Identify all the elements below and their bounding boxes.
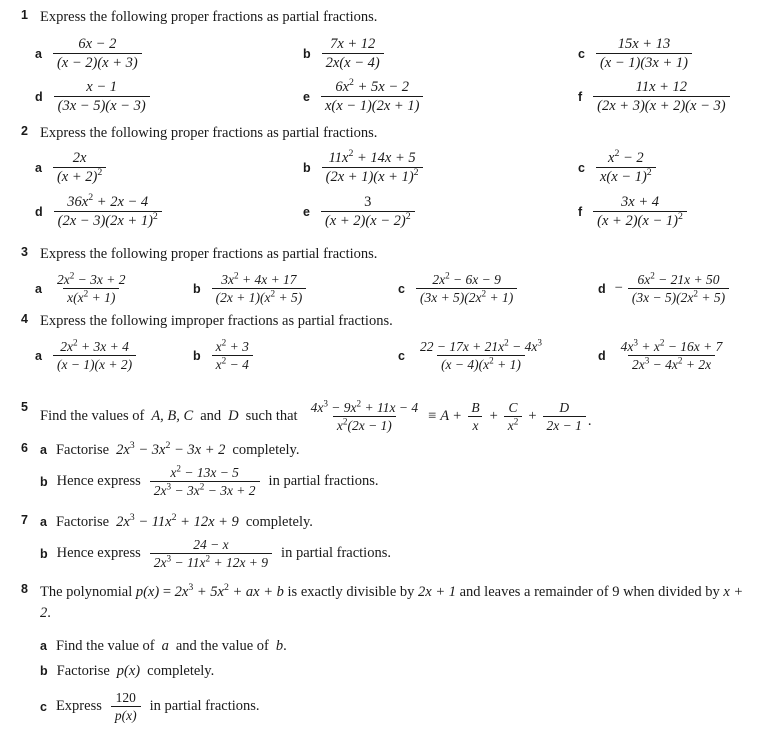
leading-minus-sign: − bbox=[614, 280, 623, 297]
fraction-1e bbox=[321, 79, 423, 114]
fraction-numerator: $x^2 - 13x - 5$ bbox=[170, 463, 239, 480]
part-letter: c bbox=[40, 699, 47, 714]
part-letter: b bbox=[303, 46, 311, 61]
question-4-parts bbox=[0, 339, 768, 383]
question-3-number: 3 bbox=[21, 245, 28, 259]
q6a-text-before: Factorise bbox=[55, 442, 110, 458]
question-3 bbox=[0, 245, 768, 264]
q8-equals: = bbox=[162, 584, 171, 600]
part-letter: c bbox=[398, 348, 405, 363]
q5-term-b bbox=[467, 400, 483, 433]
part-letter: f bbox=[578, 204, 583, 219]
exponent-2: 2 bbox=[348, 148, 354, 160]
fraction-numerator: $4x^3 + x^2 - 16x + 7$ bbox=[620, 337, 723, 354]
fraction-4b bbox=[212, 339, 253, 372]
q8a-period: . bbox=[283, 638, 287, 654]
fraction-numerator: B bbox=[471, 400, 480, 415]
fraction-denominator: $(x - 4)(x^2 + 1)$ bbox=[437, 355, 525, 372]
part-letter: b bbox=[193, 348, 201, 363]
exponent-2: 2 bbox=[342, 416, 348, 427]
exponent-3: 3 bbox=[188, 582, 194, 594]
fraction-denominator: $x^2$ bbox=[504, 416, 523, 433]
part-2a bbox=[35, 150, 108, 185]
question-8-stem bbox=[40, 582, 750, 624]
q8c-fraction bbox=[111, 690, 141, 723]
question-5 bbox=[0, 400, 768, 433]
exponent-3: 3 bbox=[644, 355, 650, 366]
q5-plus-2: + bbox=[489, 408, 498, 425]
question-4 bbox=[0, 312, 768, 331]
part-letter: d bbox=[35, 89, 43, 104]
part-letter: f bbox=[578, 89, 583, 104]
exponent-3: 3 bbox=[633, 337, 638, 348]
exponent-2: 2 bbox=[677, 211, 683, 223]
fraction-denominator: $2x^3 - 4x^2 + 2x$ bbox=[628, 355, 715, 372]
fraction-denominator: $x^2(2x - 1)$ bbox=[333, 416, 396, 433]
fraction-denominator: (2x + 3)(x + 2)(x − 3) bbox=[593, 96, 729, 114]
fraction-numerator: $6x^2 - 21x + 50$ bbox=[637, 270, 720, 287]
exponent-2: 2 bbox=[69, 270, 75, 281]
q6b-text-before: Hence express bbox=[56, 473, 141, 490]
question-8-number: 8 bbox=[21, 582, 28, 596]
exponent-2: 2 bbox=[614, 148, 620, 160]
fraction-numerator: 7x + 12 bbox=[330, 36, 376, 52]
fraction-denominator: $2x^3 - 3x^2 - 3x + 2$ bbox=[150, 481, 260, 498]
fraction-2f bbox=[593, 194, 687, 229]
part-letter: a bbox=[40, 443, 47, 458]
fraction-numerator: $36x^2 + 2x - 4$ bbox=[67, 192, 149, 210]
q5-term-c bbox=[504, 400, 523, 433]
question-1-parts bbox=[0, 36, 768, 120]
exponent-2: 2 bbox=[88, 192, 94, 204]
fraction-3c bbox=[416, 272, 517, 305]
fraction-2b bbox=[322, 150, 423, 185]
fraction-denominator: $(3x + 5)(2x^2 + 1)$ bbox=[416, 288, 517, 305]
q5-variable-d: D bbox=[228, 408, 239, 425]
part-3d bbox=[598, 272, 731, 305]
q7b-fraction bbox=[150, 537, 272, 570]
part-letter: e bbox=[303, 89, 310, 104]
part-1c bbox=[578, 36, 694, 71]
exponent-2: 2 bbox=[270, 288, 276, 299]
question-7-part-a bbox=[40, 513, 768, 532]
fraction-4d bbox=[617, 339, 727, 372]
q7b-text-before: Hence express bbox=[56, 545, 141, 562]
fraction-denominator: $(2x + 1)(x + 1)^2$ bbox=[322, 167, 423, 185]
exponent-2: 2 bbox=[176, 463, 181, 474]
q5-period: . bbox=[587, 413, 592, 430]
exponent-2: 2 bbox=[413, 167, 419, 179]
fraction-denominator: (x − 2)(x + 3) bbox=[53, 53, 142, 71]
q8-text-2: is exactly divisible by bbox=[287, 584, 415, 600]
fraction-numerator: $11x^2 + 14x + 5$ bbox=[328, 148, 416, 166]
fraction-numerator: $6x^2 + 5x - 2$ bbox=[335, 77, 409, 95]
part-letter: a bbox=[35, 281, 42, 296]
question-7-number: 7 bbox=[21, 513, 28, 527]
fraction-denominator: (3x − 5)(x − 3) bbox=[54, 96, 150, 114]
exponent-2: 2 bbox=[221, 337, 227, 348]
question-4-number: 4 bbox=[21, 312, 28, 326]
part-letter: d bbox=[598, 281, 606, 296]
fraction-denominator: 2x(x − 4) bbox=[322, 53, 384, 71]
fraction-denominator: $(x + 2)^2$ bbox=[53, 167, 106, 185]
fraction-numerator: 2x bbox=[72, 150, 87, 166]
fraction-numerator: 3x + 4 bbox=[621, 194, 659, 210]
part-3a bbox=[35, 272, 132, 305]
part-1a bbox=[35, 36, 144, 71]
fraction-numerator: 11x + 12 bbox=[635, 79, 688, 95]
q8a-var-b: b bbox=[275, 638, 284, 654]
exponent-2: 2 bbox=[513, 416, 519, 427]
q8a-var-a: a bbox=[161, 638, 169, 654]
fraction-3d bbox=[628, 272, 729, 305]
fraction-denominator: $x(x - 1)^2$ bbox=[596, 167, 656, 185]
fraction-denominator: $x^2 - 4$ bbox=[212, 355, 253, 372]
fraction-numerator: $4x^3 - 9x^2 + 11x - 4$ bbox=[310, 398, 419, 415]
question-1-number: 1 bbox=[21, 8, 28, 22]
q6b-fraction bbox=[150, 465, 260, 498]
part-1d bbox=[35, 79, 152, 114]
question-6-number: 6 bbox=[21, 441, 28, 455]
q8-polynomial: $2x^3 + 5x^2$ + ax + b bbox=[174, 582, 284, 600]
exponent-2: 2 bbox=[165, 440, 171, 452]
exponent-2: 2 bbox=[221, 355, 227, 366]
q5-lhs-fraction bbox=[307, 400, 423, 433]
fraction-numerator: $3x^2 + 4x + 17$ bbox=[221, 270, 297, 287]
exponent-2: 2 bbox=[646, 167, 652, 179]
part-letter: a bbox=[40, 515, 47, 530]
fraction-denominator: $(2x - 3)(2x + 1)^2$ bbox=[54, 211, 162, 229]
part-letter: b bbox=[40, 664, 48, 679]
exponent-2: 2 bbox=[650, 270, 655, 281]
exponent-2: 2 bbox=[152, 211, 158, 223]
question-3-parts bbox=[0, 272, 768, 316]
fraction-denominator: p(x) bbox=[111, 706, 141, 723]
part-2f bbox=[578, 194, 689, 229]
fraction-denominator: $x(x^2 + 1)$ bbox=[63, 288, 119, 305]
question-8 bbox=[0, 582, 768, 624]
fraction-denominator: x bbox=[468, 416, 482, 433]
part-letter: e bbox=[303, 204, 310, 219]
exponent-3: 3 bbox=[323, 398, 328, 409]
question-8-part-a bbox=[40, 637, 287, 656]
part-2d bbox=[35, 194, 164, 229]
exponent-2: 2 bbox=[171, 512, 177, 524]
question-6-part-a bbox=[40, 441, 768, 460]
q6a-text-after: completely. bbox=[232, 442, 300, 458]
fraction-denominator: 2x − 1 bbox=[543, 416, 586, 433]
part-1f bbox=[578, 79, 732, 114]
q5-plus-1: + bbox=[453, 408, 462, 425]
question-1 bbox=[0, 8, 768, 27]
exponent-2: 2 bbox=[83, 288, 89, 299]
part-letter: b bbox=[193, 281, 201, 296]
exponent-2: 2 bbox=[445, 270, 450, 281]
q5-term-a: A bbox=[440, 408, 450, 425]
fraction-numerator: C bbox=[508, 400, 518, 415]
fraction-4a bbox=[53, 339, 136, 372]
part-letter: c bbox=[578, 160, 585, 175]
question-5-number: 5 bbox=[21, 400, 28, 414]
exponent-2: 2 bbox=[234, 270, 239, 281]
q8a-text-mid: and the value of bbox=[175, 638, 269, 654]
fraction-numerator: $2x^2 - 6x - 9$ bbox=[432, 270, 501, 287]
q7a-expression: $2x^3 - 11x^2 + 12x + 9$ bbox=[116, 512, 239, 530]
part-3b bbox=[193, 272, 308, 305]
part-letter: d bbox=[35, 204, 43, 219]
fraction-1b bbox=[322, 36, 384, 71]
q5-text-before: Find the values of bbox=[40, 408, 145, 425]
q8b-text-after: completely. bbox=[147, 663, 215, 679]
fraction-numerator: 3 bbox=[364, 194, 372, 210]
q7a-text-after: completely. bbox=[245, 514, 313, 530]
question-6 bbox=[0, 441, 768, 460]
fraction-1c bbox=[596, 36, 692, 71]
fraction-denominator: $2x^3 - 11x^2 + 12x + 9$ bbox=[150, 553, 272, 570]
exponent-2: 2 bbox=[504, 337, 509, 348]
question-2 bbox=[0, 124, 768, 143]
part-letter: a bbox=[40, 639, 47, 654]
part-2b bbox=[303, 150, 425, 185]
question-7-part-b bbox=[40, 537, 391, 570]
exponent-2: 2 bbox=[489, 355, 494, 366]
fraction-2c bbox=[596, 150, 656, 185]
q8-divisor-2: x + 2 bbox=[40, 584, 744, 622]
q8a-text-before: Find the value of bbox=[55, 638, 155, 654]
part-letter: a bbox=[35, 46, 42, 61]
exponent-3: 3 bbox=[129, 440, 135, 452]
exponent-2: 2 bbox=[693, 288, 699, 299]
exponent-2: 2 bbox=[677, 355, 683, 366]
fraction-numerator: $x^2 - 2$ bbox=[608, 148, 644, 166]
q8b-px: p(x) bbox=[116, 663, 141, 679]
fraction-numerator: 120 bbox=[115, 690, 136, 705]
fraction-2d bbox=[54, 194, 162, 229]
q8-divisor-1: 2x + 1 bbox=[418, 584, 456, 600]
part-letter: c bbox=[578, 46, 585, 61]
exponent-3: 3 bbox=[129, 512, 135, 524]
q5-plus-3: + bbox=[528, 408, 537, 425]
question-7 bbox=[0, 513, 768, 532]
q5-variables: A, B, C bbox=[151, 408, 194, 425]
exponent-2: 2 bbox=[481, 288, 487, 299]
exponent-2: 2 bbox=[659, 337, 665, 348]
fraction-2a bbox=[53, 150, 106, 185]
part-2c bbox=[578, 150, 658, 185]
exponent-2: 2 bbox=[349, 77, 354, 89]
part-letter: a bbox=[35, 160, 42, 175]
exponent-2: 2 bbox=[73, 337, 78, 348]
fraction-numerator: $2x^2 + 3x + 4$ bbox=[60, 337, 129, 354]
q5-text-and: and bbox=[200, 408, 222, 425]
q5-text-such-that: such that bbox=[245, 408, 298, 425]
fraction-denominator: $(x + 2)(x - 1)^2$ bbox=[593, 211, 687, 229]
q6b-text-after: in partial fractions. bbox=[268, 473, 379, 490]
fraction-denominator: $(2x + 1)(x^2 + 5)$ bbox=[212, 288, 307, 305]
exponent-2: 2 bbox=[405, 211, 411, 223]
part-4c bbox=[398, 339, 548, 372]
part-letter: d bbox=[598, 348, 606, 363]
fraction-1a bbox=[53, 36, 142, 71]
fraction-numerator: 24 − x bbox=[193, 537, 229, 552]
fraction-numerator: $22 - 17x + 21x^2 - 4x^3$ bbox=[419, 337, 542, 354]
part-1b bbox=[303, 36, 386, 71]
fraction-numerator: $x^2 + 3$ bbox=[215, 337, 249, 354]
part-4a bbox=[35, 339, 138, 372]
question-8-part-b bbox=[40, 662, 214, 681]
fraction-3b bbox=[212, 272, 307, 305]
part-letter: b bbox=[40, 474, 48, 489]
question-5-stem bbox=[40, 400, 756, 433]
part-3c bbox=[398, 272, 519, 305]
fraction-denominator: x(x − 1)(2x + 1) bbox=[321, 96, 423, 114]
exponent-2: 2 bbox=[199, 481, 205, 492]
part-4b bbox=[193, 339, 255, 372]
q8-text-3: and leaves a remainder of 9 when divided by bbox=[459, 584, 720, 600]
exponent-2: 2 bbox=[223, 582, 229, 594]
question-2-stem: Express the following proper fractions as partial fractions. bbox=[40, 125, 378, 141]
part-letter: a bbox=[35, 348, 42, 363]
fraction-4c bbox=[416, 339, 546, 372]
part-4d bbox=[598, 339, 728, 372]
exponent-2: 2 bbox=[97, 167, 103, 179]
question-8-part-c bbox=[40, 690, 260, 723]
q8b-text-before: Factorise bbox=[56, 663, 110, 679]
fraction-1d bbox=[54, 79, 150, 114]
exponent-3: 3 bbox=[166, 481, 172, 492]
exponent-2: 2 bbox=[205, 553, 211, 564]
exponent-3: 3 bbox=[537, 337, 542, 348]
exponent-2: 2 bbox=[356, 398, 362, 409]
fraction-3a bbox=[53, 272, 130, 305]
fraction-numerator: x − 1 bbox=[86, 79, 118, 95]
part-1e bbox=[303, 79, 425, 114]
question-1-stem: Express the following proper fractions as partial fractions. bbox=[40, 9, 378, 25]
fraction-1f bbox=[593, 79, 729, 114]
exponent-3: 3 bbox=[166, 553, 172, 564]
part-letter: b bbox=[40, 546, 48, 561]
fraction-numerator: D bbox=[559, 400, 570, 415]
q8c-text-after: in partial fractions. bbox=[149, 698, 260, 715]
q8-px: p(x) bbox=[135, 584, 160, 600]
fraction-numerator: $2x^2 - 3x + 2$ bbox=[56, 270, 126, 287]
fraction-numerator: 6x − 2 bbox=[78, 36, 117, 52]
q7b-text-after: in partial fractions. bbox=[281, 545, 391, 562]
part-letter: b bbox=[303, 160, 311, 175]
fraction-denominator: $(3x - 5)(2x^2 + 5)$ bbox=[628, 288, 729, 305]
part-letter: c bbox=[398, 281, 405, 296]
question-2-number: 2 bbox=[21, 124, 28, 138]
fraction-denominator: (x − 1)(3x + 1) bbox=[596, 53, 692, 71]
q8-text-1: The polynomial bbox=[40, 584, 133, 600]
q5-identity-sign: ≡ bbox=[428, 408, 437, 425]
fraction-denominator: (x − 1)(x + 2) bbox=[53, 355, 136, 372]
q8-period: . bbox=[47, 605, 51, 622]
question-3-stem: Express the following proper fractions as partial fractions. bbox=[40, 246, 378, 262]
q8c-text-before: Express bbox=[55, 698, 102, 715]
fraction-2e bbox=[321, 194, 415, 229]
question-2-parts bbox=[0, 150, 768, 236]
q5-term-d bbox=[543, 400, 586, 433]
question-4-stem: Express the following improper fractions as partial fractions. bbox=[40, 313, 393, 329]
fraction-numerator: 15x + 13 bbox=[617, 36, 671, 52]
q7a-text-before: Factorise bbox=[55, 514, 110, 530]
question-6-part-b bbox=[40, 465, 378, 498]
fraction-denominator: $(x + 2)(x - 2)^2$ bbox=[321, 211, 415, 229]
part-2e bbox=[303, 194, 417, 229]
q6a-expression: $2x^3 - 3x^2 - 3x + 2$ bbox=[116, 440, 226, 458]
